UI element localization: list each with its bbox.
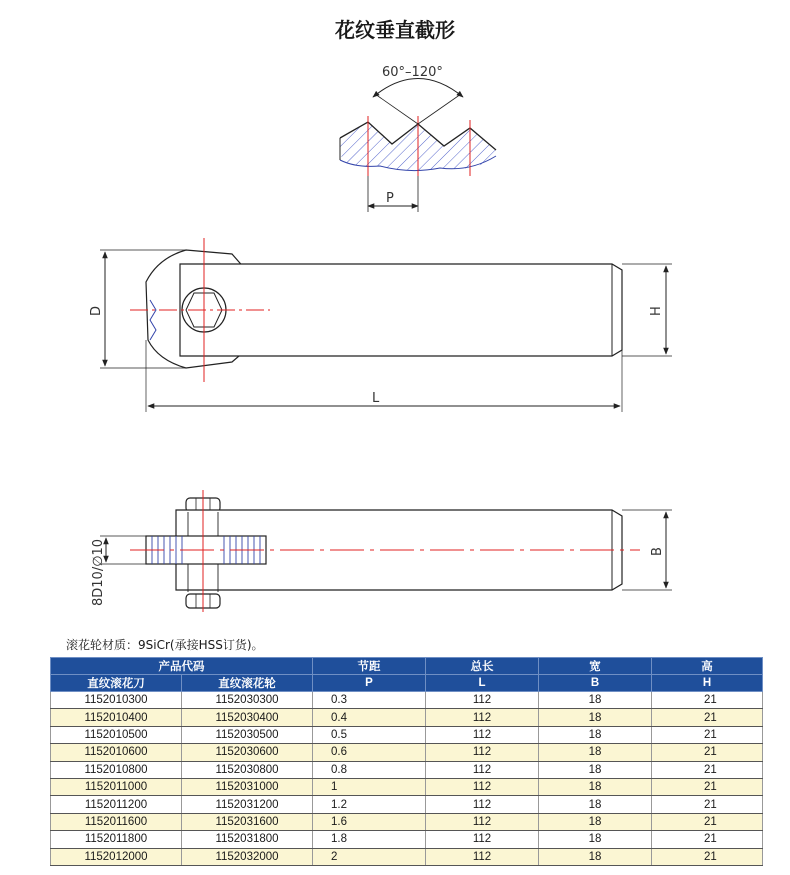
length-value: 112 (426, 744, 539, 761)
angle-label: 60°–120° (382, 65, 443, 80)
table-row (51, 778, 763, 795)
pitch-value: 0.4 (313, 709, 426, 726)
header-height-sym: H (652, 675, 763, 692)
tool-code: 1152010400 (51, 709, 182, 726)
header-product-code: 产品代码 (51, 658, 313, 675)
height-value: 21 (652, 744, 763, 761)
table-row (51, 744, 763, 761)
header-width: 宽 (539, 658, 652, 675)
pitch-value: 0.5 (313, 726, 426, 743)
wheel-code: 1152030500 (182, 726, 313, 743)
table-row (51, 726, 763, 743)
table-row (51, 813, 763, 830)
pitch-value: 2 (313, 848, 426, 865)
header-length: 总长 (426, 658, 539, 675)
h-label: H (649, 306, 664, 316)
header-height: 高 (652, 658, 763, 675)
length-value: 112 (426, 848, 539, 865)
length-value: 112 (426, 796, 539, 813)
pitch-value: 0.6 (313, 744, 426, 761)
header-row-2 (51, 675, 763, 692)
width-value: 18 (539, 831, 652, 848)
height-value: 21 (652, 761, 763, 778)
header-wheel: 直纹滚花轮 (182, 675, 313, 692)
table-row (51, 761, 763, 778)
b-label: B (650, 547, 665, 556)
wheel-code: 1152030400 (182, 709, 313, 726)
pitch-value: 1 (313, 778, 426, 795)
wheel-code: 1152031600 (182, 813, 313, 830)
tool-code: 1152010600 (51, 744, 182, 761)
pitch-value: 1.6 (313, 813, 426, 830)
pitch-label: P (386, 191, 394, 206)
header-row-1 (51, 658, 763, 675)
width-value: 18 (539, 813, 652, 830)
width-value: 18 (539, 744, 652, 761)
pitch-value: 1.2 (313, 796, 426, 813)
top-view (91, 490, 672, 612)
header-width-sym: B (539, 675, 652, 692)
pitch-value: 0.8 (313, 761, 426, 778)
header-tool: 直纹滚花刀 (51, 675, 182, 692)
tool-code: 1152012000 (51, 848, 182, 865)
height-value: 21 (652, 709, 763, 726)
width-value: 18 (539, 778, 652, 795)
table-row (51, 692, 763, 709)
header-pitch-sym: P (313, 675, 426, 692)
wheel-code: 1152030600 (182, 744, 313, 761)
tool-code: 1152010500 (51, 726, 182, 743)
width-value: 18 (539, 796, 652, 813)
header-length-sym: L (426, 675, 539, 692)
height-value: 21 (652, 848, 763, 865)
height-value: 21 (652, 831, 763, 848)
length-value: 112 (426, 692, 539, 709)
width-value: 18 (539, 761, 652, 778)
table-row (51, 709, 763, 726)
wheel-code: 1152030300 (182, 692, 313, 709)
height-value: 21 (652, 796, 763, 813)
pitch-value: 1.8 (313, 831, 426, 848)
tool-code: 1152010800 (51, 761, 182, 778)
tool-code: 1152011000 (51, 778, 182, 795)
wheel-code: 1152031200 (182, 796, 313, 813)
material-note: 滚花轮材质：9SiCr(承接HSS订货)。 (66, 638, 264, 652)
height-value: 21 (652, 778, 763, 795)
knurl-profile (340, 65, 496, 212)
wheel-code: 1152031800 (182, 831, 313, 848)
spec-table (50, 657, 763, 866)
d-label: D (89, 305, 104, 316)
side-view (89, 238, 672, 412)
height-value: 21 (652, 813, 763, 830)
page-title: 花纹垂直截形 (335, 18, 455, 42)
width-value: 18 (539, 692, 652, 709)
length-value: 112 (426, 709, 539, 726)
length-value: 112 (426, 831, 539, 848)
wheel-dim-label: 8D10/∅10 (91, 538, 106, 606)
l-label: L (372, 391, 380, 406)
length-value: 112 (426, 726, 539, 743)
length-value: 112 (426, 778, 539, 795)
height-value: 21 (652, 726, 763, 743)
tool-code: 1152011200 (51, 796, 182, 813)
table-row (51, 848, 763, 865)
tool-code: 1152011800 (51, 831, 182, 848)
width-value: 18 (539, 726, 652, 743)
wheel-code: 1152030800 (182, 761, 313, 778)
table-row (51, 796, 763, 813)
height-value: 21 (652, 692, 763, 709)
header-pitch: 节距 (313, 658, 426, 675)
length-value: 112 (426, 761, 539, 778)
pitch-value: 0.3 (313, 692, 426, 709)
tool-code: 1152011600 (51, 813, 182, 830)
tool-code: 1152010300 (51, 692, 182, 709)
width-value: 18 (539, 709, 652, 726)
length-value: 112 (426, 813, 539, 830)
table-row (51, 831, 763, 848)
wheel-code: 1152032000 (182, 848, 313, 865)
width-value: 18 (539, 848, 652, 865)
wheel-code: 1152031000 (182, 778, 313, 795)
